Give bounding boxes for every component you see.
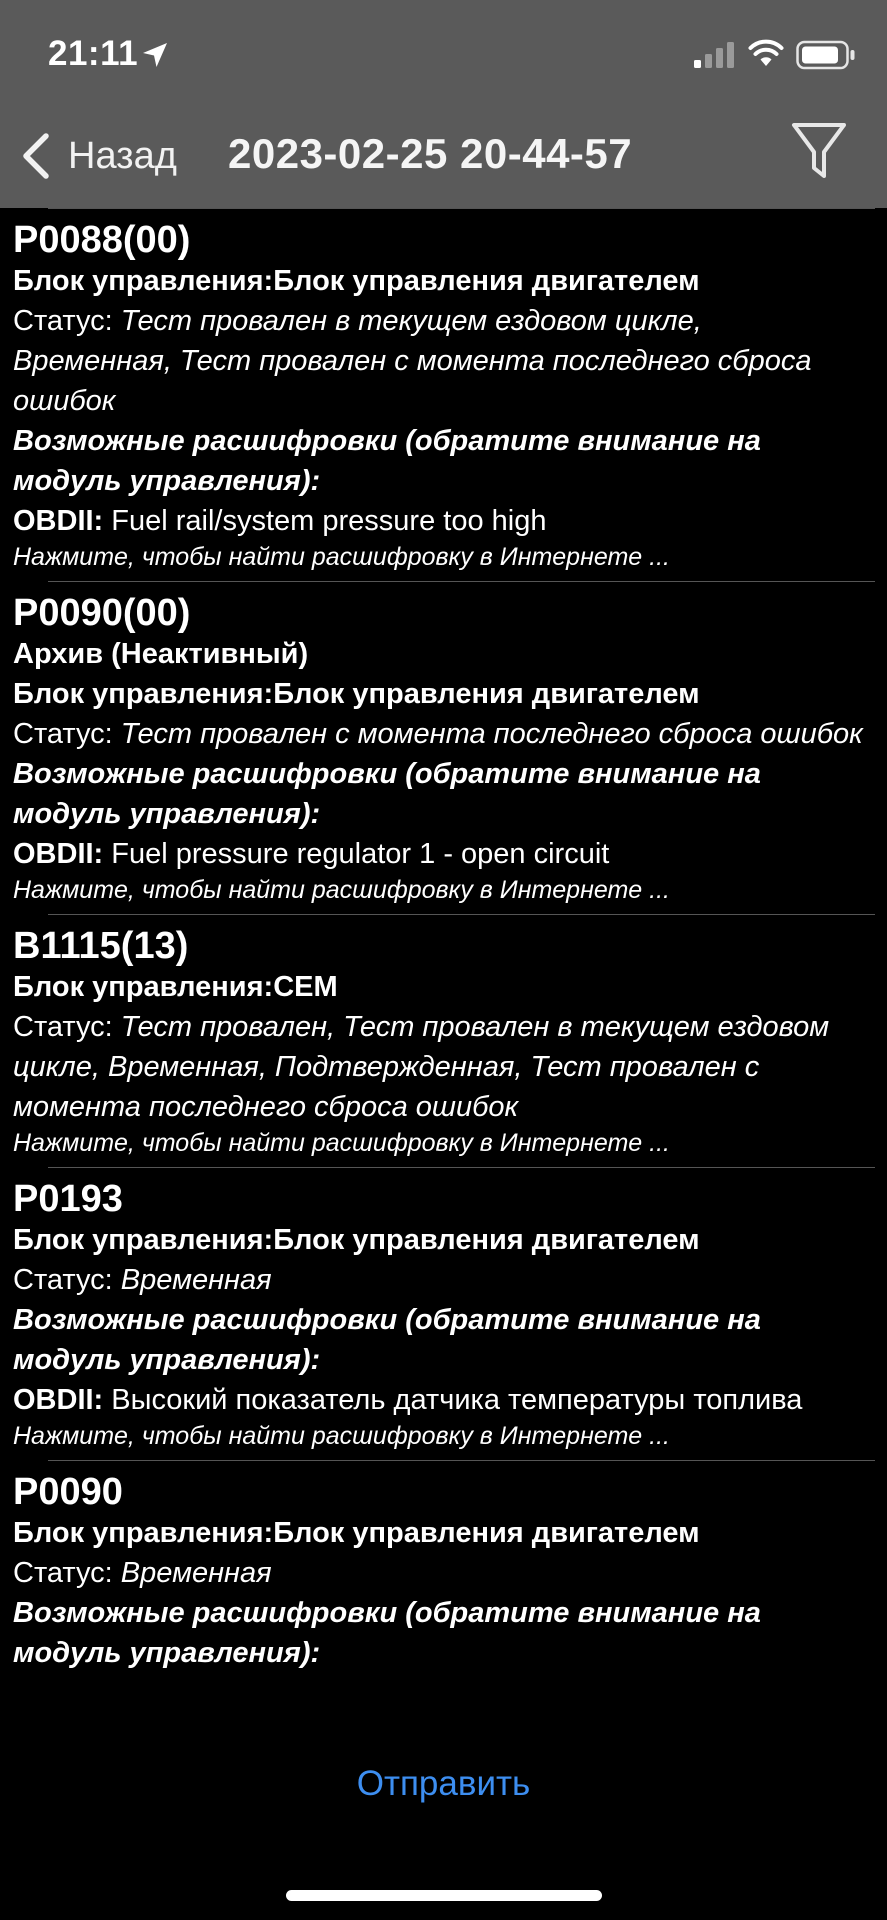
status-value: Тест провален с момента последнего сброса ошибок (120, 718, 863, 750)
obd-label: OBDII: (13, 505, 104, 537)
decodes-heading: Возможные расшифровки (обратите внимание на модуль управления): (13, 425, 761, 497)
wifi-icon (748, 38, 784, 68)
status-value: Тест провален, Тест провален в текущем ездовом цикле, Временная, Подтвержденная, Тест провален с момента последнего сброса ошибок (13, 1011, 830, 1123)
page-title: 2023-02-25 20-44-57 (228, 130, 633, 177)
status-line (13, 714, 867, 754)
top-bar (0, 0, 887, 208)
dtc-code: P0088(00) (13, 219, 191, 261)
dtc-entry[interactable] (0, 914, 887, 1167)
status-line (13, 1553, 867, 1593)
obd-line (13, 834, 867, 874)
dtc-entry[interactable] (0, 208, 887, 581)
control-module: Блок управления:Блок управления двигателем (13, 1224, 700, 1256)
status-line (13, 301, 867, 421)
obd-text: Fuel rail/system pressure too high (103, 505, 547, 537)
status-line (13, 1260, 867, 1300)
send-button[interactable]: Отправить (356, 1764, 531, 1803)
obd-text: Fuel pressure regulator 1 - open circuit (103, 838, 610, 870)
dtc-code: P0193 (13, 1178, 123, 1220)
status-value: Временная (120, 1264, 272, 1296)
dtc-entry[interactable] (0, 1167, 887, 1460)
dtc-entry[interactable] (0, 581, 887, 914)
status-label: Статус: (13, 1557, 121, 1589)
control-module: Блок управления:CEM (13, 971, 338, 1003)
control-module: Блок управления:Блок управления двигателем (13, 678, 700, 710)
obd-line (13, 1380, 867, 1420)
dtc-list[interactable] (0, 208, 887, 1722)
obd-text: Высокий показатель датчика температуры топлива (103, 1384, 803, 1416)
dtc-entry[interactable] (0, 1460, 887, 1681)
home-indicator[interactable] (286, 1890, 602, 1901)
archive-label: Архив (Неактивный) (13, 638, 309, 670)
status-value: Временная (120, 1557, 272, 1589)
search-online-link[interactable]: Нажмите, чтобы найти расшифровку в Интернете ... (13, 876, 670, 904)
status-value: Тест провален в текущем ездовом цикле, Временная, Тест провален с момента последнего сброса ошибок (13, 305, 812, 417)
control-module: Блок управления:Блок управления двигателем (13, 1517, 700, 1549)
location-arrow-icon (140, 40, 170, 70)
status-label: Статус: (13, 1011, 121, 1043)
filter-icon[interactable] (790, 120, 848, 182)
decodes-heading: Возможные расшифровки (обратите внимание на модуль управления): (13, 1597, 761, 1669)
battery-icon (796, 40, 856, 70)
decodes-heading: Возможные расшифровки (обратите внимание на модуль управления): (13, 758, 761, 830)
obd-label: OBDII: (13, 838, 104, 870)
decodes-heading: Возможные расшифровки (обратите внимание на модуль управления): (13, 1304, 761, 1376)
back-label: Назад (68, 134, 177, 177)
obd-label: OBDII: (13, 1384, 104, 1416)
back-button[interactable] (18, 128, 177, 184)
search-online-link[interactable]: Нажмите, чтобы найти расшифровку в Интернете ... (13, 1129, 670, 1157)
status-label: Статус: (13, 305, 121, 337)
status-label: Статус: (13, 1264, 121, 1296)
chevron-left-icon (18, 132, 52, 180)
status-label: Статус: (13, 718, 121, 750)
obd-line (13, 501, 867, 541)
dtc-code: P0090 (13, 1471, 123, 1513)
dtc-code: B1115(13) (13, 925, 189, 967)
search-online-link[interactable]: Нажмите, чтобы найти расшифровку в Интернете ... (13, 1422, 670, 1450)
control-module: Блок управления:Блок управления двигателем (13, 265, 700, 297)
signal-icon (694, 42, 736, 68)
search-online-link[interactable]: Нажмите, чтобы найти расшифровку в Интернете ... (13, 543, 670, 571)
dtc-code: P0090(00) (13, 592, 191, 634)
status-time: 21:11 (48, 34, 139, 73)
status-line (13, 1007, 867, 1127)
